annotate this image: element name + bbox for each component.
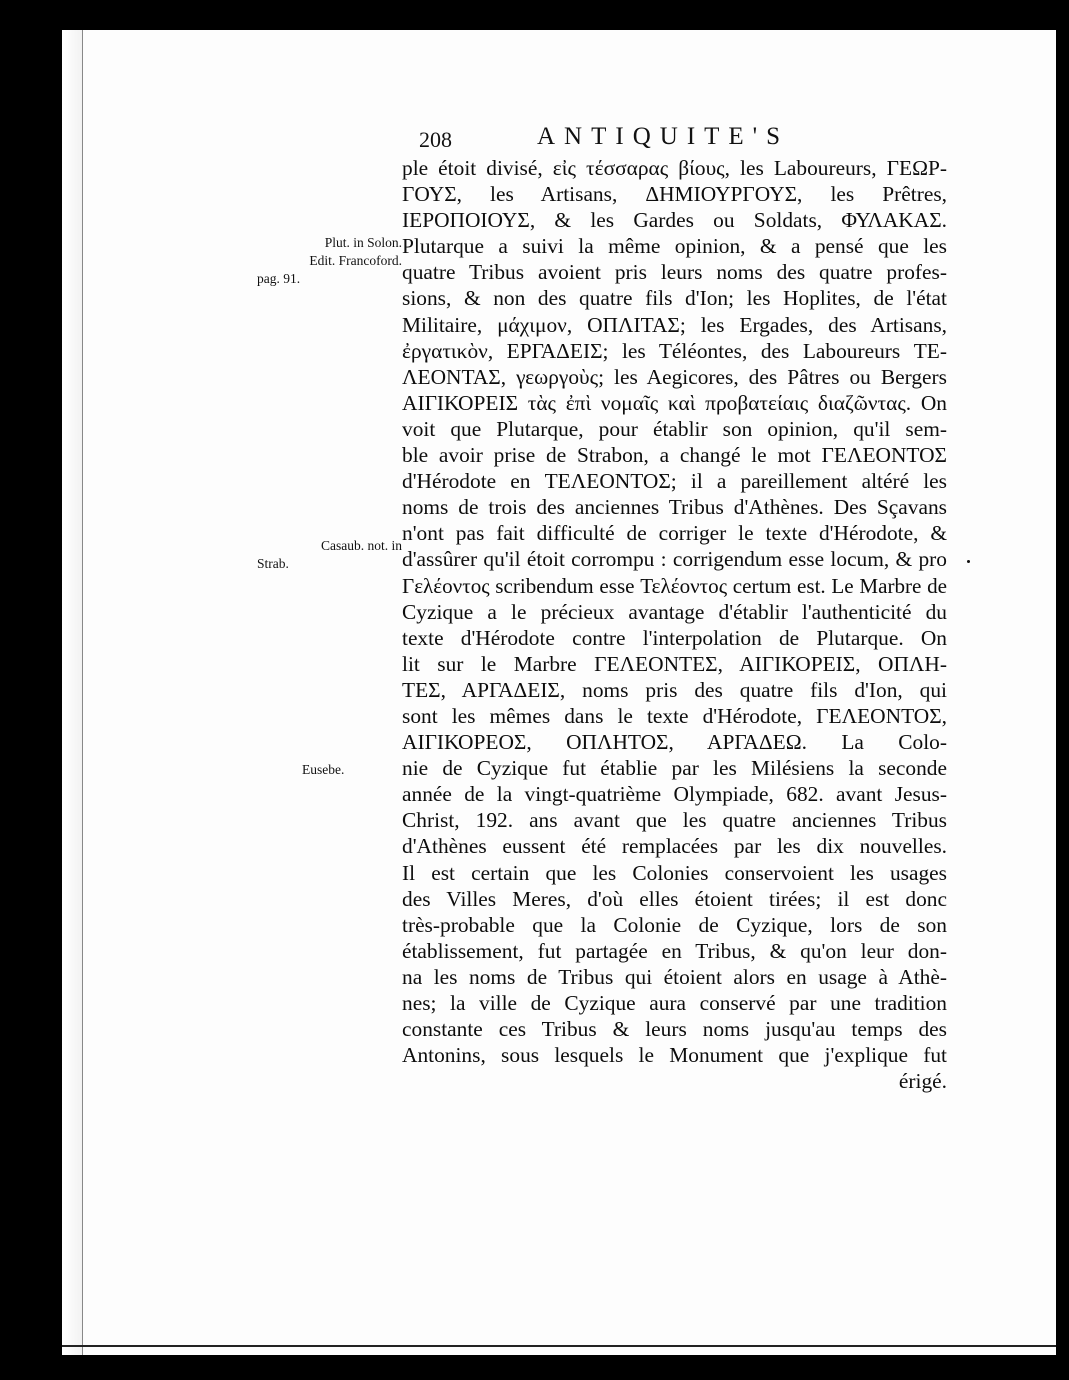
text-line: quatre Tribus avoient pris leurs noms des quatre profes- (402, 260, 947, 285)
text-line: année de la vingt-quatrième Olympiade, 682. avant Jesus- (402, 782, 947, 807)
text-line: sont les mêmes dans le texte d'Hérodote, ΓΕΛΕΟΝΤΟΣ, (402, 703, 947, 728)
text-line: ple étoit divisé, εἰς τέσσαρας βίους, les Laboureurs, ΓΕΩΡ- (402, 156, 947, 180)
margin-note-line: Edit. Francoford. (309, 253, 402, 268)
text-line: lit sur le Marbre ΓΕΛΕΟΝΤΕΣ, ΑΙΓΙΚΟΡΕΙΣ, ΟΠΛΗ- (402, 651, 947, 676)
text-line: ἐργατικὸν, ΕΡΓΑΔΕΙΣ; les Téléontes, des Laboureurs ΤΕ- (402, 338, 947, 363)
text-line: sions, & non des quatre fils d'Ion; les Hoplites, de l'état (402, 286, 947, 311)
text-line: très-probable que la Colonie de Cyzique, lors de son (402, 912, 947, 937)
margin-note (257, 537, 402, 573)
body-text (402, 155, 947, 1094)
text-line: Antonins, sous lesquels le Monument que j'explique fut (402, 1043, 947, 1068)
margin-note-line: Strab. (257, 556, 289, 571)
text-line: ble avoir prise de Strabon, a changé le mot ΓΕΛΕΟΝΤΟΣ (402, 443, 947, 468)
text-line: Γελέοντος scribendum esse Τελέοντος certum est. Le Marbre de (402, 573, 947, 598)
page-gutter (62, 30, 83, 1355)
text-line: ΑΙΓΙΚΟΡΕΙΣ τὰς ἐπὶ νομαῖς καὶ προβατείαις διαζῶντας. On (402, 390, 947, 415)
text-line: d'Hérodote en ΤΕΛΕΟΝΤΟΣ; il a pareillement altéré les (402, 469, 947, 494)
margin-note (257, 234, 402, 288)
running-title: ANTIQUITE'S (537, 123, 790, 150)
text-line: noms de trois des anciennes Tribus d'Athènes. Des Sçavans (402, 495, 947, 520)
text-line: érigé. (898, 1069, 947, 1094)
text-line: établissement, fut partagée en Tribus, & qu'on leur don- (402, 938, 947, 963)
text-line: n'ont pas fait difficulté de corriger le texte d'Hérodote, & (402, 521, 947, 546)
text-line: des Villes Meres, d'où elles étoient tirées; il est donc (402, 886, 947, 911)
ink-speck (967, 560, 970, 563)
text-line: d'assûrer qu'il étoit corrompu : corrigendum esse locum, & pro (402, 547, 947, 572)
text-line: ΓΟΥΣ, les Artisans, ΔΗΜΙΟΥΡΓΟΥΣ, les Prêtres, (402, 182, 947, 207)
margin-note-line: Plut. in Solon. (324, 235, 402, 250)
text-line: ΙΕΡΟΠΟΙΟΥΣ, & les Gardes ou Soldats, ΦΥΛΑΚΑΣ. (402, 208, 947, 233)
book-page (62, 30, 1056, 1355)
text-line: Militaire, μάχιμον, ΟΠΛΙΤΑΣ; les Ergades, des Artisans, (402, 312, 947, 337)
page-number: 208 (419, 127, 452, 152)
text-line: texte d'Hérodote contre l'interpolation de Plutarque. On (402, 625, 947, 650)
text-line: Il est certain que les Colonies conservoient les usages (402, 860, 947, 885)
margin-note-line: Eusebe. (302, 762, 345, 777)
text-line: nie de Cyzique fut établie par les Milésiens la seconde (402, 756, 947, 781)
margin-note-line: pag. 91. (257, 271, 301, 286)
text-line: d'Athènes eussent été remplacées par les dix nouvelles. (402, 834, 947, 859)
text-line: ΑΙΓΙΚΟΡΕΟΣ, ΟΠΛΗΤΟΣ, ΑΡΓΑΔΕΩ. La Colo- (402, 730, 947, 755)
text-line: ΤΕΣ, ΑΡΓΑΔΕΙΣ, noms pris des quatre fils d'Ion, qui (402, 677, 947, 702)
margin-note-line: Casaub. not. in (321, 538, 402, 553)
text-line: Cyzique a le précieux avantage d'établir l'authenticité du (402, 599, 947, 624)
text-line: ΛΕΟΝΤΑΣ, γεωργοὺς; les Aegicores, des Pâtres ou Bergers (402, 364, 947, 389)
text-line: voit que Plutarque, pour établir son opinion, qu'il sem- (402, 416, 947, 441)
text-line: Christ, 192. ans avant que les quatre anciennes Tribus (402, 808, 947, 833)
text-line: constante ces Tribus & leurs noms jusqu'au temps des (402, 1017, 947, 1042)
text-line: Plutarque a suivi la même opinion, & a pensé que les (402, 234, 947, 259)
text-line: nes; la ville de Cyzique aura conservé par une tradition (402, 991, 947, 1015)
text-line: na les noms de Tribus qui étoient alors en usage à Athè- (402, 964, 947, 989)
page-bottom-edge (62, 1345, 1056, 1347)
